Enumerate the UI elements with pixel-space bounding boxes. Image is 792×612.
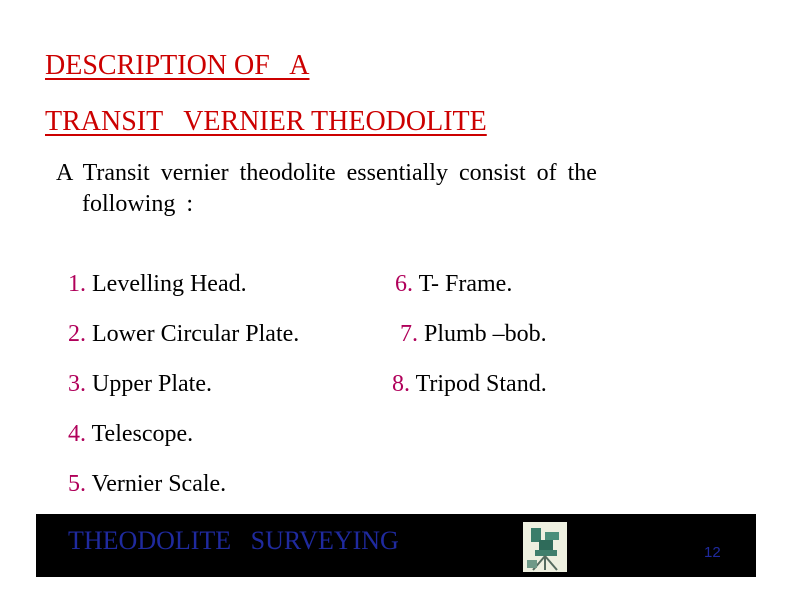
item-number: 6. bbox=[395, 271, 413, 297]
item-label: Levelling Head. bbox=[86, 271, 247, 297]
item-label: Vernier Scale. bbox=[86, 471, 227, 497]
footer-title: THEODOLITE SURVEYING bbox=[68, 526, 399, 555]
list-item-8 bbox=[380, 344, 547, 398]
page-number: 12 bbox=[704, 544, 721, 561]
item-number: 1. bbox=[68, 271, 86, 297]
item-label: T- Frame. bbox=[413, 271, 513, 297]
item-number: 7. bbox=[400, 321, 418, 347]
theodolite-instrument-icon bbox=[523, 522, 567, 572]
list-item-4 bbox=[56, 394, 193, 448]
footer-bar bbox=[36, 514, 756, 577]
item-label: Plumb –bob. bbox=[418, 321, 547, 347]
item-label: Tripod Stand. bbox=[410, 371, 547, 397]
intro-line-1: A Transit vernier theodolite essentially consist of the bbox=[56, 160, 597, 186]
list-item-7 bbox=[388, 294, 547, 348]
intro-line-2: following : bbox=[82, 191, 193, 217]
item-number: 8. bbox=[392, 371, 410, 397]
item-label: Upper Plate. bbox=[86, 371, 212, 397]
list-item-5 bbox=[56, 444, 226, 498]
title-line-1: DESCRIPTION OF A bbox=[45, 50, 310, 81]
intro-paragraph bbox=[56, 158, 726, 220]
item-number: 5. bbox=[68, 471, 86, 497]
list-item-6 bbox=[383, 244, 512, 298]
list-item-2 bbox=[56, 294, 299, 348]
item-number: 3. bbox=[68, 371, 86, 397]
list-item-3 bbox=[56, 344, 212, 398]
item-number: 2. bbox=[68, 321, 86, 347]
title-line-2: TRANSIT VERNIER THEODOLITE bbox=[45, 106, 487, 137]
item-label: Telescope. bbox=[86, 421, 194, 447]
item-label: Lower Circular Plate. bbox=[86, 321, 300, 347]
item-number: 4. bbox=[68, 421, 86, 447]
list-item-1 bbox=[56, 244, 247, 298]
